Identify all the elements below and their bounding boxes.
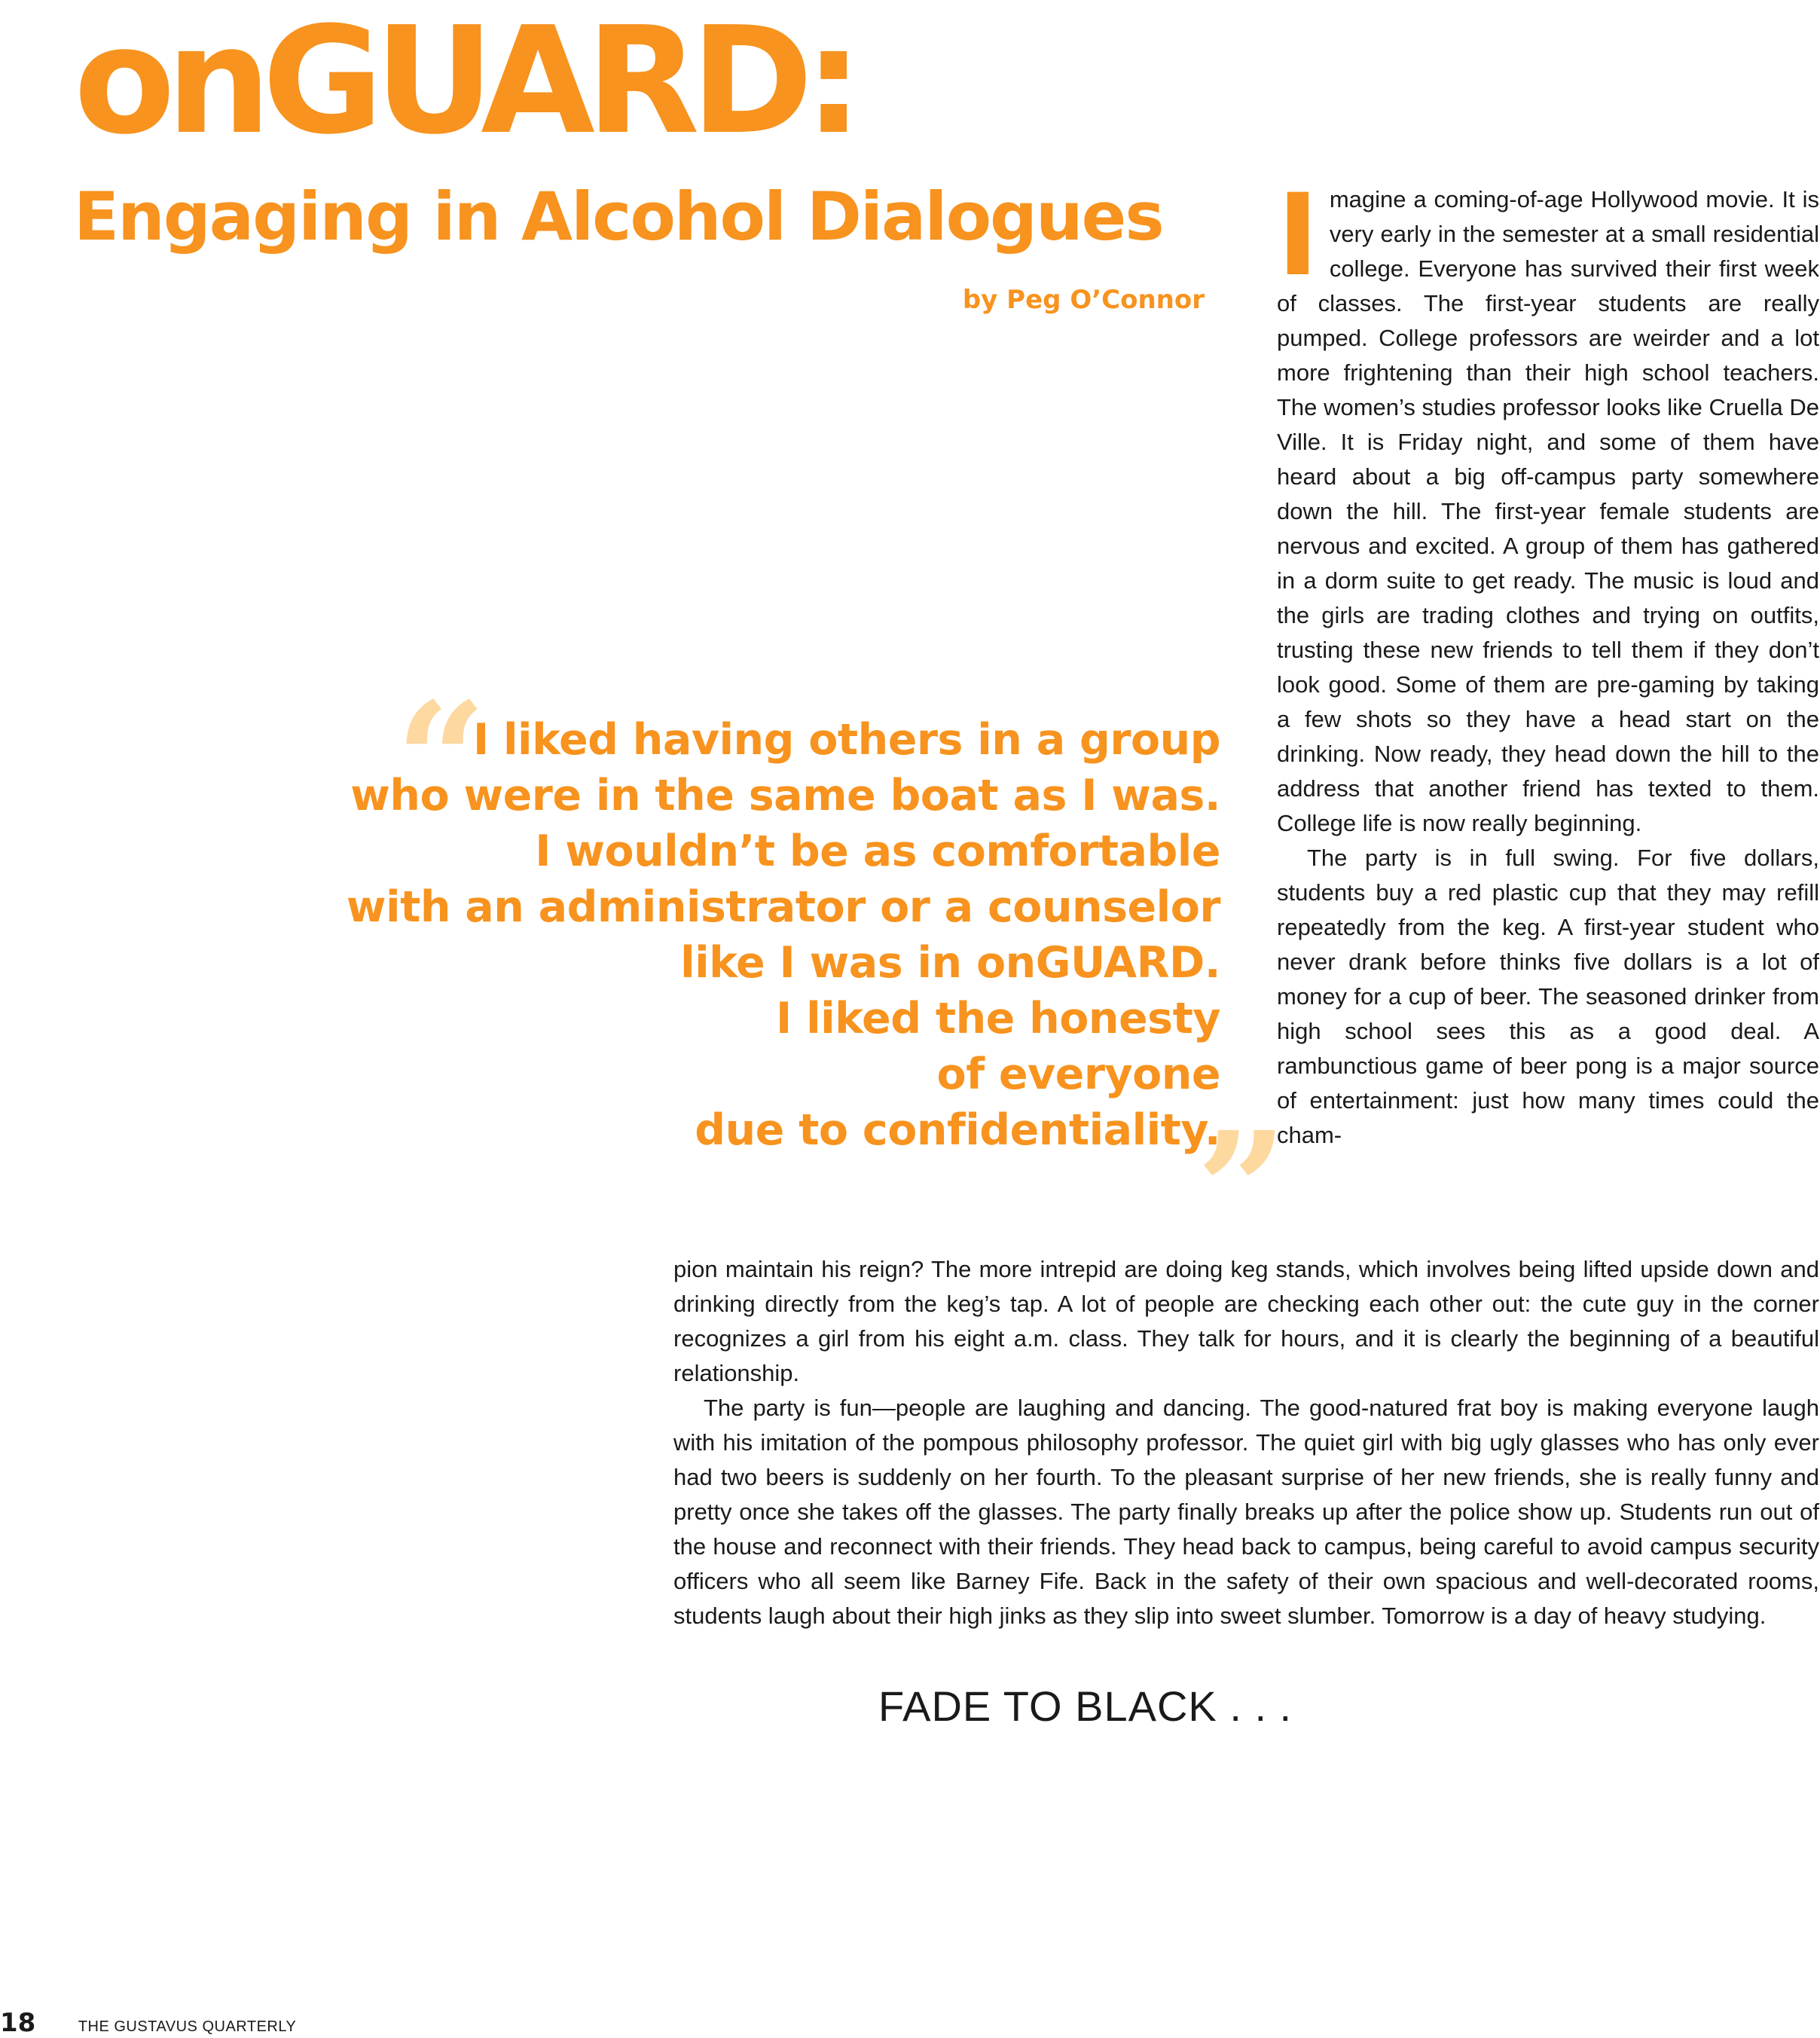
- paragraph-2-start: The party is in full swing. For five dollars, students buy a red plastic cup that they may refill repeatedly from the keg. A first-year student who never drank before thinks five dollars is a lot of money for a cup of beer. The seasoned drinker from high school sees this as a good deal. A rambunctious game of beer pong is a major source of entertainment: just how many times could the cham-: [1277, 845, 1819, 1148]
- paragraph-2-continued: pion maintain his reign? The more intrepid are doing keg stands, which involves being lifted upside down and drinking directly from the keg’s tap. A lot of people are checking each other out: the cute guy in the corner recognizes a girl from his eight a.m. class. They talk for hours, and it is clearly the beginning of a beautiful relationship.: [673, 1256, 1819, 1386]
- pull-quote-line: with an administrator or a counselor: [346, 882, 1220, 932]
- open-quote-mark: “: [395, 668, 487, 854]
- drop-cap: I: [1277, 170, 1319, 301]
- page-number: 18: [0, 2008, 36, 2038]
- fade-to-black: FADE TO BLACK . . .: [878, 1682, 1293, 1730]
- pull-quote-line: I liked the honesty: [776, 994, 1220, 1043]
- article-title: onGUARD:: [74, 0, 854, 167]
- body-column-bottom: [673, 1252, 1819, 1633]
- paragraph-3: The party is fun—people are laughing and dancing. The good-natured frat boy is making everyone laugh with his imitation of the pompous philosophy professor. The quiet girl with big ugly glasses who has only ever had two beers is suddenly on her fourth. To the pleasant surprise of her new friends, she is really funny and pretty once she takes off the glasses. The party finally breaks up after the police show up. Students run out of the house and reconnect with their friends. They head back to campus, being careful to avoid campus security officers who all seem like Barney Fife. Back in the safety of their own spacious and well-decorated rooms, students laugh about their high jinks as they slip into sweet slumber. Tomorrow is a day of heavy studying.: [673, 1395, 1819, 1629]
- pull-quote-line: I wouldn’t be as comfortable: [535, 827, 1220, 876]
- paragraph-1: [1277, 170, 1819, 841]
- article-subtitle: Engaging in Alcohol Dialogues: [74, 178, 1163, 255]
- pull-quote-text: [316, 712, 1220, 1158]
- page-footer: [0, 2008, 296, 2038]
- close-quote-mark: ”: [1196, 1097, 1287, 1283]
- paragraph-1-text: magine a coming-of-age Hollywood movie. It is very early in the semester at a small residential college. Everyone has survived their first week of classes. The first-year students are really pumped. College professors are weirder and a lot more frightening than their high school teachers. The women’s studies professor looks like Cruella De Ville. It is Friday night, and some of them have heard about a big off-campus party somewhere down the hill. The first-year female students are nervous and excited. A group of them has gathered in a dorm suite to get ready. The music is loud and the girls are trading clothes and trying on outfits, trusting these new friends to tell them if they don’t look good. Some of them are pre-gaming by taking a few shots so they have a head start on the drinking. Now ready, they head down the hill to the address that another friend has texted to them. College life is now really beginning.: [1277, 186, 1819, 836]
- pull-quote-line: of everyone: [936, 1050, 1220, 1099]
- publication-name: THE GUSTAVUS QUARTERLY: [78, 2018, 297, 2035]
- body-column-right: [1277, 170, 1819, 1153]
- pull-quote: [316, 712, 1220, 1158]
- pull-quote-line: who were in the same boat as I was.: [350, 771, 1220, 820]
- byline: by Peg O’Connor: [962, 285, 1205, 315]
- pull-quote-line: due to confidentiality.: [695, 1105, 1220, 1155]
- pull-quote-line: like I was in onGUARD.: [680, 938, 1220, 988]
- pull-quote-line: I liked having others in a group: [472, 715, 1220, 765]
